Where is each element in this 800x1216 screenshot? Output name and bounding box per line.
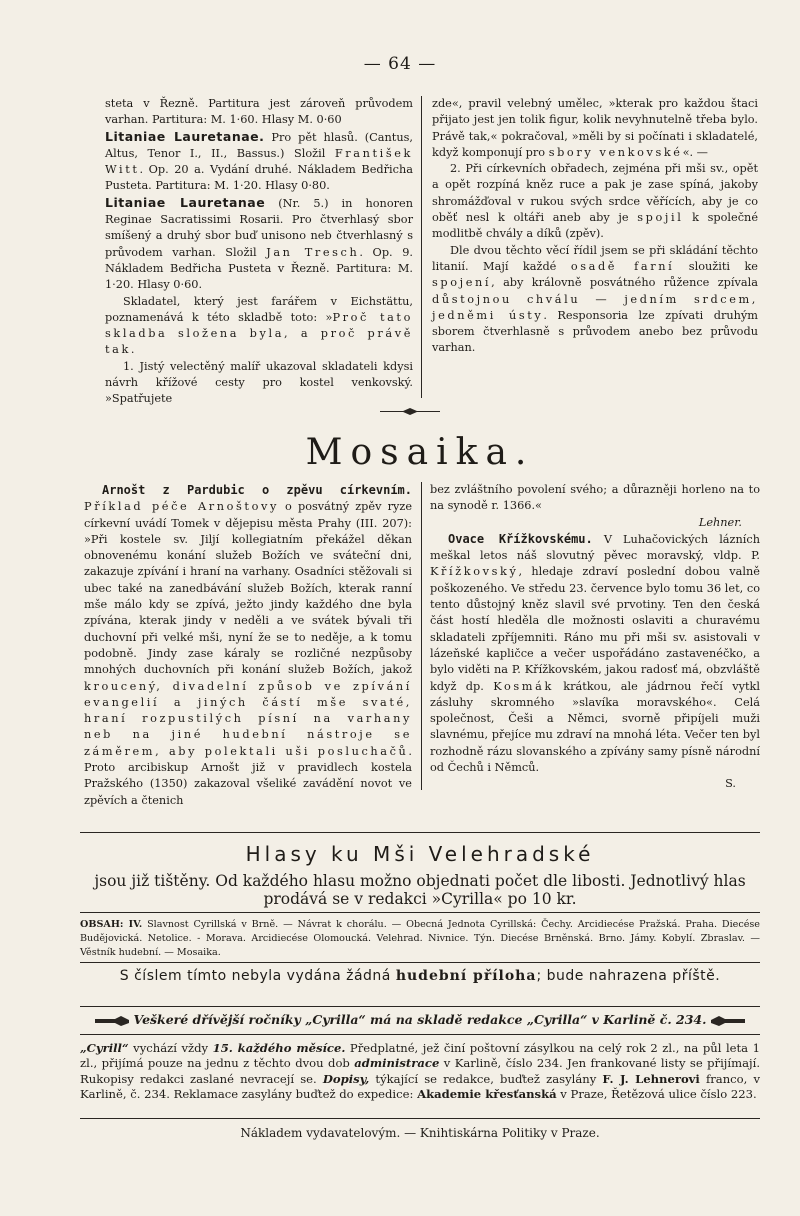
rule xyxy=(80,962,760,963)
imprint: Nákladem vydavatelovým. — Knihtiskárna Politiky v Praze. xyxy=(240,1126,600,1140)
entry-title: Ovace Křížkovskému. xyxy=(448,531,593,546)
advert-body: jsou již tištěny. Od každého hlasu možno objednati počet dle libosti. Jednotlivý hlas prodává se v redakci »Cyrilla« po 10 kr. xyxy=(94,872,746,908)
section-title: Mosaika. xyxy=(305,432,535,473)
composer-name: František Witt xyxy=(105,146,413,177)
paragraph: 1. Jistý velectěný malíř ukazoval skladateli kdysi návrh křížové cesty pro kostel venkovský. »Spatřujete xyxy=(105,359,413,406)
column-divider xyxy=(421,482,422,790)
rule xyxy=(80,912,760,913)
page-number: — 64 — xyxy=(363,54,437,74)
supplement-notice: S číslem tímto nebyla vydána žádná hudební příloha; bude nahrazena příště. xyxy=(119,968,721,984)
entry-title: Arnošt z Pardubic o zpěvu církevním. xyxy=(102,483,412,497)
ornament-divider xyxy=(380,407,440,416)
pointing-hand-icon xyxy=(95,1015,129,1027)
article-column-left xyxy=(105,96,413,408)
signature: S. xyxy=(725,777,736,791)
article-column-right xyxy=(432,96,758,357)
rule xyxy=(80,832,760,833)
advert-hlasy xyxy=(80,842,760,908)
paragraph: bez zvláštního povolení svého; a důrazněji horleno na to na synodě r. 1366.« xyxy=(430,483,760,513)
paragraph: zde«, pravil velebný umělec, »kterak pro každou štaci přijato jest jen tolik figur, kolik nevyhnutelně třeba bylo. Právě tak,« pokračoval, »měli by si počínati i skladatelé, když komponují pro sbory venkovské«. — xyxy=(432,97,758,159)
paragraph: Ovace Křížkovskému. V Luhačovických lázních meškal letos náš slovutný pěvec moravský, vldp. P. Křížkovský, hledaje zdraví poslední dobou valně poškozeného. Ve středu 23. července bylo tomu 36 let, co tento důstojný kněz slavil své prvotiny. Ten den česká část hostí hleděla dle možnosti oslaviti a churavému skladateli zpříjemniti. Ráno mu při mši sv. asistovali v lázeňské kapličce a večer uspořádáno zastavenéčko, a bylo viděti na P. Křížkovském, jakou radosť má, obzvláště když dp. Kosmák krátkou, ale jádrnou řečí vytkl zásluhy skromného »slavíka moravského«. Celá společnost, Češi a Němci, svorně připíjeli muži slavnému, přejíce mu zdraví na mnohá léta. Večer ten byl rozhodně rázu slovanského a zpívány samy písně národní od Čechů i Němců. xyxy=(430,531,760,775)
rule xyxy=(80,1006,760,1007)
composer-name: Jan Tresch xyxy=(266,245,360,259)
column-divider xyxy=(421,96,422,398)
mosaika-column-left xyxy=(84,482,412,809)
mosaika-column-right xyxy=(430,482,760,793)
paragraph: Skladatel, který jest farářem v Eichstättu, poznamenává k této skladbě toto: »Proč tato skladba složena byla, a proč právě tak. xyxy=(105,294,413,357)
signature: Lehner. xyxy=(698,515,742,529)
rule xyxy=(80,1118,760,1119)
advert-title: Hlasy ku Mši Velehradské xyxy=(245,842,595,866)
paragraph: 2. Při církevních obřadech, zejména při mši sv., opět a opět rozpíná kněz ruce a pak je zase spíná, jakoby shromážďoval v rukou svých srdce věřících, aby je co oběť nesl k oltáři aneb aby je spojil k společné modlitbě chvály a díků (zpěv). xyxy=(432,162,758,241)
entry-title: Litaniae Lauretanae xyxy=(105,194,266,210)
table-of-contents: OBSAH: IV. Slavnost Cyrillská v Brně. — Návrat k chorálu. — Obecná Jednota Cyrillská: Čechy. Arcidiecése Pražská. Praha. Diecése Budějovická. Netolice. - Morava. Arcidiecése Olomoucká. Velehrad. Nivnice. Týn. Diecése Brněnská. Brno. Jámy. Kobylí. Zbraslav. — Věstník hudební. — Mosaika. xyxy=(80,919,760,958)
paragraph: Dle dvou těchto věcí řídil jsem se při skládání těchto litanií. Mají každé osadě farní sloužiti ke spojení, aby královně posvátného růžence zpívala důstojnou chválu — jedním srdcem, jedněmi ústy. Responsoria lze zpívati druhým sborem čtverhlasně s průvodem anebo bez průvodu varhan. xyxy=(432,243,758,355)
subscription-info: „Cyrill“ vychází vždy 15. každého měsíce. Předplatné, jež činí poštovní zásylkou na celý rok 2 zl., na půl leta 1 zl., přijímá pouze na jednu z těchto dvou dob administrace v Karlině, číslo 234. Jen frankované listy se přijímají. Rukopisy redakci zaslané nevracejí se. Dopisy, týkající se redakce, buďtež zasylány F. J. Lehnerovi franco, v Karlině, č. 234. Reklamace zasylány buďtež do expedice: Akademie křesťanská v Praze, Řetězová ulice číslo 223. xyxy=(80,1041,761,1101)
entry-title: Litaniae Lauretanae. xyxy=(105,128,265,144)
back-issues-notice: Veškeré dřívější ročníky „Cyrilla“ má na skladě redakce „Cyrilla“ v Karlině č. 234. xyxy=(80,1012,760,1027)
paragraph: steta v Řezně. Partitura jest zároveň průvodem varhan. Partitura: M. 1·60. Hlasy M. 0·60 xyxy=(105,97,413,127)
paragraph: Litaniae Lauretanae (Nr. 5.) in honoren Reginae Sacratissimi Rosarii. Pro čtverhlasý sbor smíšený a druhý sbor buď unisono neb čtverhlasný s průvodem varhan. Složil Jan Tresch. Op. 9. Nákladem Bedřicha Pusteta v Řezně. Partitura: M. 1·20. Hlasy 0·60. xyxy=(105,194,413,292)
paragraph: Litaniae Lauretanae. Pro pět hlasů. (Cantus, Altus, Tenor I., II., Bassus.) Složil František Witt. Op. 20 a. Vydání druhé. Nákladem Bedřicha Pusteta. Partitura: M. 1·20. Hlasy 0·80. xyxy=(105,128,413,193)
rule xyxy=(80,1034,760,1035)
paragraph: Arnošt z Pardubic o zpěvu církevním. Příklad péče Arnoštovy o posvátný zpěv ryze církevní uvádí Tomek v dějepisu města Prahy (III. 207): »Při kostele sv. Jiljí kollegiatním překážel děkan obnovenému konání služeb Božích ve sváteční dni, zakazuje zpívání i hraní na varhany. Osadníci stěžovali si ubec také na zanedbávání služeb Božích, kterak ranní mše málo kdy se zpívá, ježto jindy každého dne byla zpívána, kterak jindy v neděli a ve svátek bývali tři duchovní při velké mši, nyní že se to neděje, a k tomu podobně. Jindy zase káraly se rozličné nezpůsoby mnohých duchovních při konání služeb Božích, jakož kroucený, divadelní způsob ve zpívání evangelií a jiných částí mše svaté, hraní rozpustilých písní na varhany neb na jiné hudební nástroje se záměrem, aby polektali uši posluchačů. Proto arcibiskup Arnošt již v pravidlech kostela Pražského (1350) zakazoval všeliké zavádění novot ve zpěvích a čtenich xyxy=(84,483,413,807)
contents-label: OBSAH: IV. xyxy=(80,919,143,930)
pointing-hand-icon xyxy=(711,1015,745,1027)
